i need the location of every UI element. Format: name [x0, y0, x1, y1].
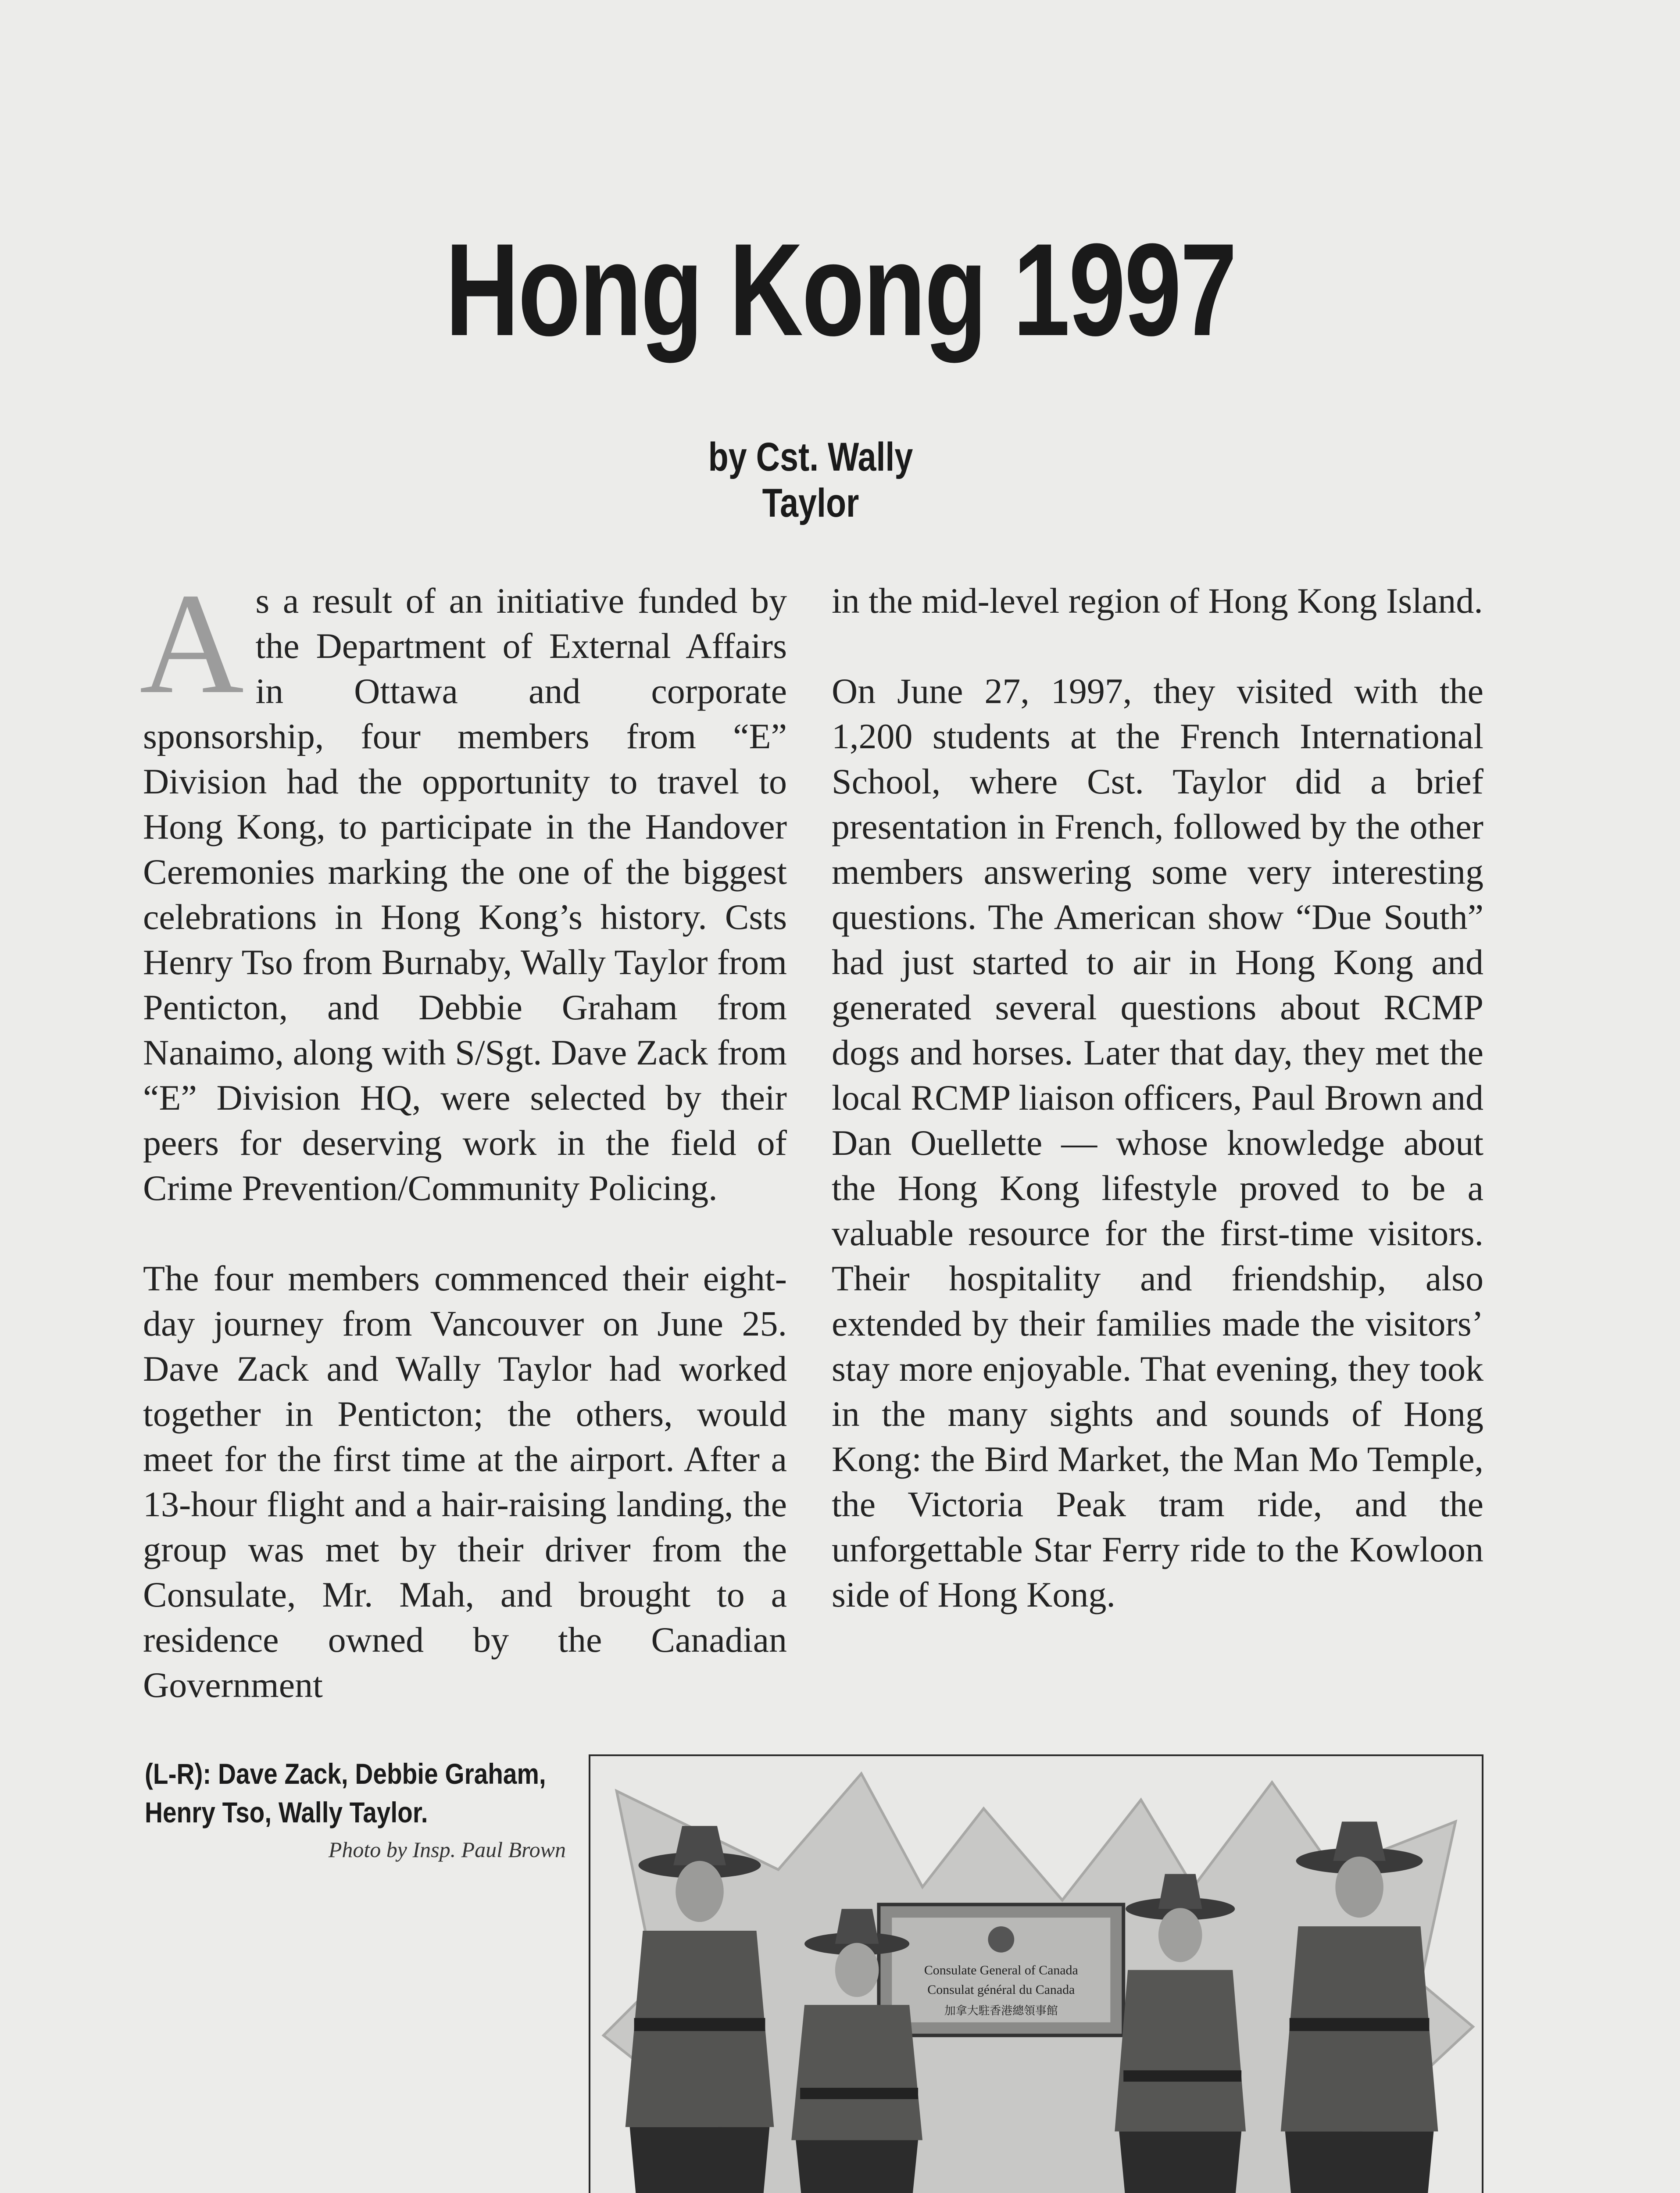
column-right: [832, 578, 1483, 1662]
photo-caption: [145, 1754, 566, 1865]
paragraph-3: in the mid-level region of Hong Kong Island.: [832, 581, 1483, 621]
paragraph-1-text: s a result of an initiative funded by the Department of External Affairs in Ottawa and corporate sponsorship, four members from “E” Division had the opportunity to travel to Hong Kong, to participate in the Handover Ceremonies marking the one of the biggest celebrations in Hong Kong’s history. Csts Henry Tso from Burnaby, Wally Taylor from Penticton, and Debbie Graham from Nanaimo, along with S/Sgt. Dave Zack from “E” Division HQ, were selected by their peers for deserving work in the field of Crime Prevention/Community Policing.: [143, 581, 787, 1208]
paragraph-2: The four members commenced their eight-day journey from Vancouver on June 25. Dave Zack and Wally Taylor had worked together in Penticton; the others, would meet for the first time at the airport. After a 13-hour flight and a hair-raising landing, the group was met by their driver from the Consulate, Mr. Mah, and brought to a residence owned by the Canadian Government: [143, 1258, 787, 1705]
group-photo-illustration: [590, 1756, 1482, 2193]
caption-text: (L-R): Dave Zack, Debbie Graham, Henry Tso, Wally Taylor.: [145, 1757, 546, 1829]
consulate-plaque: [879, 1904, 1123, 2035]
paragraph-4: On June 27, 1997, they visited with the 1,200 students at the French International School, where Cst. Taylor did a brief presentation in French, followed by the other members answering some very interesting questions. The American show “Due South” had just started to air in Hong Kong and generated several questions about RCMP dogs and horses. Later that day, they met the local RCMP liaison officers, Paul Brown and Dan Ouellette — whose knowledge about the Hong Kong lifestyle proved to be a valuable resource for the first-time visitors. Their hospitality and friendship, also extended by their families made the visitors’ stay more enjoyable. That evening, they took in the many sights and sounds of Hong Kong: the Bird Market, the Man Mo Temple, the Victoria Peak tram ride, and the unforgettable Star Ferry ride to the Kowloon side of Hong Kong.: [832, 671, 1483, 1614]
photo-credit: Photo by Insp. Paul Brown: [328, 1837, 566, 1862]
column-left: [139, 564, 787, 1753]
svg-text:加拿大駐香港總領事館: 加拿大駐香港總領事館: [944, 2004, 1058, 2018]
svg-text:Consulat général du Canada: Consulat général du Canada: [927, 1982, 1075, 1997]
group-photo: [589, 1754, 1483, 2193]
svg-text:Consulate General of Canada: Consulate General of Canada: [924, 1963, 1078, 1978]
article-byline: by Cst. Wally Taylor: [708, 435, 913, 525]
drop-cap: A: [139, 564, 244, 724]
article-title: Hong Kong 1997: [445, 216, 1236, 363]
paragraph-1: [139, 564, 787, 1211]
